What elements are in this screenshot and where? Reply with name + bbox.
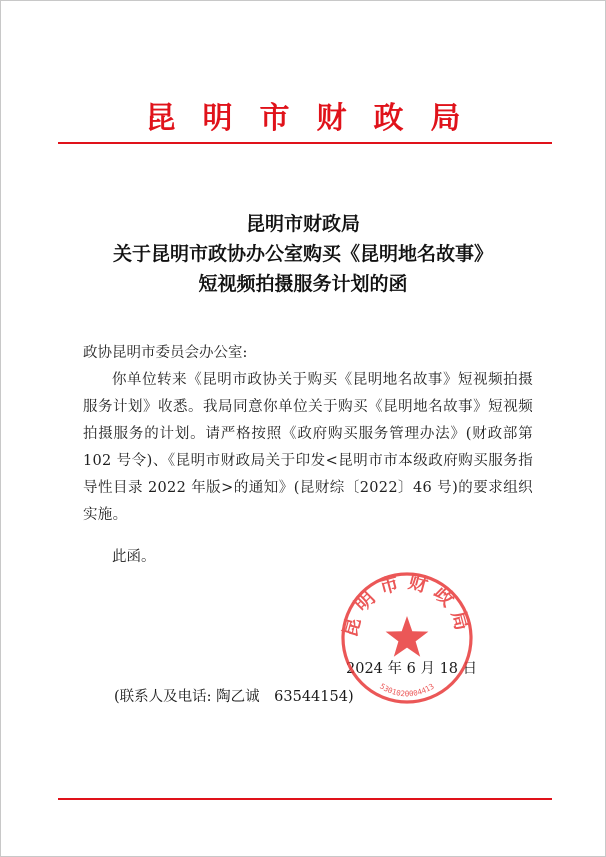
salutation: 政协昆明市委员会办公室: bbox=[83, 345, 248, 361]
document-title bbox=[1, 209, 605, 299]
agency-header: 昆明市财政局 bbox=[145, 101, 488, 136]
issue-date: 2024 年 6 月 18 日 bbox=[346, 661, 478, 677]
official-seal bbox=[337, 568, 477, 708]
title-line-1: 昆明市财政局 bbox=[245, 213, 360, 235]
seal-text: 昆明市财政局 bbox=[338, 570, 476, 640]
header-red-rule bbox=[58, 142, 552, 144]
title-line-2: 关于昆明市政协办公室购买《昆明地名故事》 bbox=[112, 243, 493, 265]
body-paragraph: 你单位转来《昆明市政协关于购买《昆明地名故事》短视频拍摄服务计划》收悉。我局同意你单位关于购买《昆明地名故事》短视频拍摄服务的计划。请严格按照《政府购买服务管理办法》(财政部第 102 号令)、《昆明市财政局关于印发<昆明市市本级政府购买服务指导性目录 2022 年版>的通知》(昆财综〔2022〕46 号)的要求组织实施。 bbox=[83, 372, 533, 523]
closing-text: 此函。 bbox=[112, 549, 156, 565]
footer-red-rule bbox=[58, 798, 552, 800]
contact-info: (联系人及电话: 陶乙诚 63544154) bbox=[114, 689, 354, 705]
star-icon bbox=[386, 616, 429, 657]
seal-code: 5301020004413 bbox=[378, 681, 436, 699]
title-line-3: 短视频拍摄服务计划的函 bbox=[198, 273, 408, 295]
